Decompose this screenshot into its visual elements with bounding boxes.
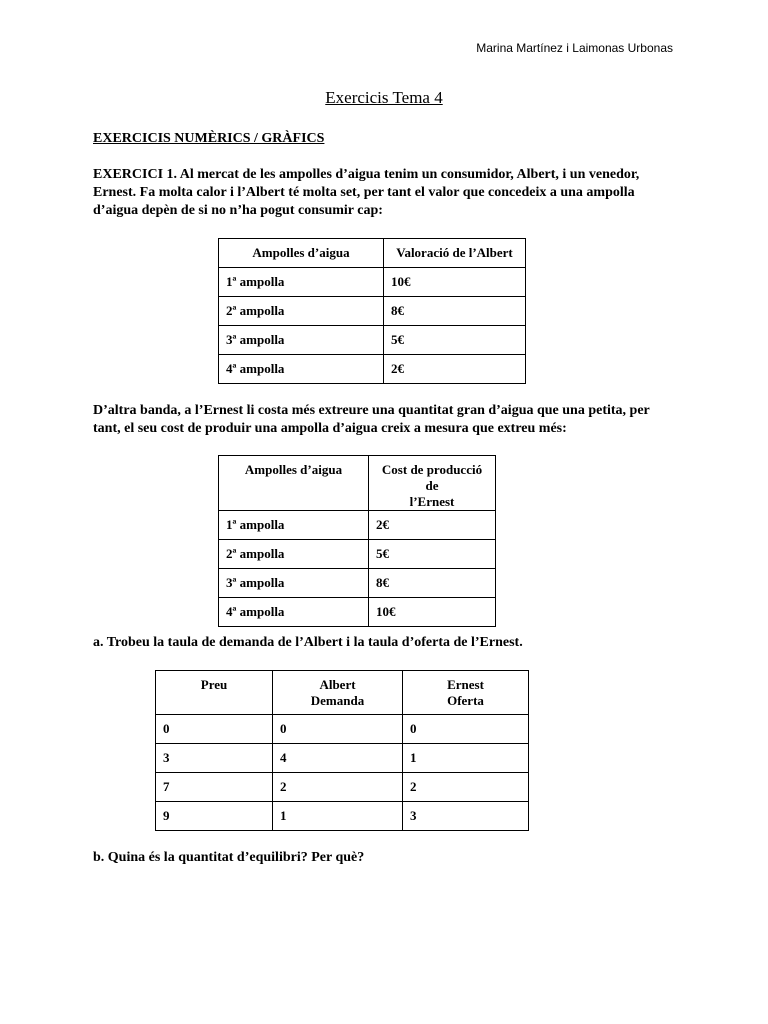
table-cell: 2 [403, 773, 529, 802]
table-cell: 2ª ampolla [219, 297, 384, 326]
header-line: l’Ernest [409, 494, 455, 509]
table-cell: 0 [273, 715, 403, 744]
section-heading: EXERCICIS NUMÈRICS / GRÀFICS [93, 131, 325, 146]
exercise-1-label: EXERCICI 1. [93, 167, 178, 182]
exercise-1-text: Al mercat de les ampolles d’aigua tenim un consumidor, Albert, i un venedor, Ernest. Fa molta calor i l’Albert té molta set, per tant el valor que concedeix a una ampolla d’aigua depèn de si no n’ha pogut consumir cap: [93, 167, 640, 218]
table-row [156, 802, 529, 831]
header-line: Albert [319, 677, 356, 692]
table-header [273, 671, 403, 715]
paragraph-2: D’altra banda, a l’Ernest li costa més extreure una quantitat gran d’aigua que una petita, per tant, el seu cost de produir una ampolla d’aigua creix a mesura que extreu més: [93, 403, 650, 436]
table-row [156, 715, 529, 744]
exercise-1-paragraph [93, 166, 673, 220]
table-row [219, 355, 526, 384]
table-cell: 0 [403, 715, 529, 744]
table-header-row [219, 239, 526, 268]
page-title: Exercicis Tema 4 [325, 88, 443, 107]
table-row [219, 268, 526, 297]
table-row [156, 744, 529, 773]
header-line: Oferta [447, 693, 484, 708]
table-cell: 4ª ampolla [219, 355, 384, 384]
table-cell: 7 [156, 773, 273, 802]
table-cell: 2€ [384, 355, 526, 384]
table-cell: 4ª ampolla [219, 598, 369, 627]
table-cell: 3 [403, 802, 529, 831]
table-cell: 1ª ampolla [219, 511, 369, 540]
table-cell: 1 [273, 802, 403, 831]
author-header: Marina Martínez i Laimonas Urbonas [476, 41, 673, 55]
table-cell: 1ª ampolla [219, 268, 384, 297]
question-b: b. Quina és la quantitat d’equilibri? Per què? [93, 850, 365, 865]
table-row [156, 773, 529, 802]
table-header [369, 456, 496, 511]
table-cell: 0 [156, 715, 273, 744]
table-header: Valoració de l’Albert [384, 239, 526, 268]
table-row [219, 326, 526, 355]
header-line: Demanda [310, 693, 365, 708]
table-row [219, 540, 496, 569]
table-cell: 10€ [384, 268, 526, 297]
table-cell: 5€ [369, 540, 496, 569]
table-header: Preu [156, 671, 273, 715]
table-cell: 8€ [369, 569, 496, 598]
table-row [219, 598, 496, 627]
oferta-demanda-table [155, 670, 529, 831]
table-cell: 8€ [384, 297, 526, 326]
table-cell: 2ª ampolla [219, 540, 369, 569]
table-row [219, 569, 496, 598]
table-cell: 3 [156, 744, 273, 773]
valoracio-table [218, 238, 526, 384]
table-header: Ampolles d’aigua [219, 239, 384, 268]
table-cell: 4 [273, 744, 403, 773]
table-cell: 3ª ampolla [219, 569, 369, 598]
table-header-row [219, 456, 496, 511]
question-a: a. Trobeu la taula de demanda de l’Albert i la taula d’oferta de l’Ernest. [93, 635, 523, 650]
header-line: Ernest [447, 677, 484, 692]
table-header-row [156, 671, 529, 715]
table-cell: 9 [156, 802, 273, 831]
table-header: Ampolles d’aigua [219, 456, 369, 511]
table-cell: 3ª ampolla [219, 326, 384, 355]
cost-table [218, 455, 496, 627]
table-row [219, 511, 496, 540]
table-cell: 2 [273, 773, 403, 802]
table-header [403, 671, 529, 715]
table-cell: 5€ [384, 326, 526, 355]
table-row [219, 297, 526, 326]
header-line: Cost de producció de [381, 462, 483, 493]
table-cell: 2€ [369, 511, 496, 540]
table-cell: 10€ [369, 598, 496, 627]
table-cell: 1 [403, 744, 529, 773]
